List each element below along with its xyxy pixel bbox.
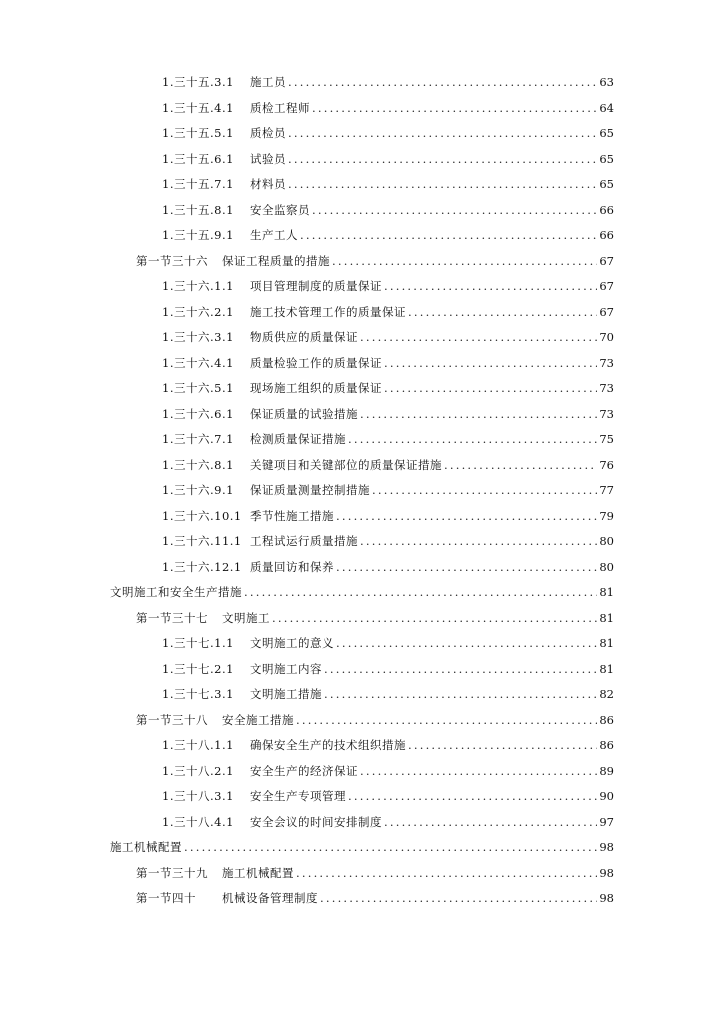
- toc-entry-page-number: 90: [599, 789, 614, 803]
- toc-dot-leader: [288, 70, 597, 96]
- toc-entry-page-number: 67: [599, 304, 614, 319]
- toc-entry-title: 项目管理制度的质量保证: [250, 279, 382, 293]
- toc-entry-title: 安全会议的时间安排制度: [250, 814, 382, 829]
- toc-entry[interactable]: [0, 733, 724, 759]
- toc-entry-title: 检测质量保证措施: [250, 432, 346, 446]
- toc-entry-title: 安全生产专项管理: [250, 789, 346, 803]
- toc-entry-page-number: 73: [599, 355, 614, 370]
- toc-dot-leader: [244, 580, 597, 606]
- toc-dot-leader: [324, 657, 597, 683]
- toc-entry[interactable]: [0, 121, 724, 147]
- toc-entry-title: 文明施工内容: [250, 661, 322, 676]
- toc-entry-title: 施工机械配置: [110, 840, 182, 854]
- toc-entry-number: 1.三十七.2.1: [162, 661, 234, 676]
- toc-dot-leader: [184, 835, 597, 861]
- toc-entry-number: 1.三十六.8.1: [162, 457, 234, 472]
- toc-dot-leader: [300, 223, 597, 249]
- toc-dot-leader: [384, 810, 597, 836]
- toc-dot-leader: [360, 759, 597, 785]
- toc-entry-page-number: 75: [599, 432, 614, 446]
- toc-entry-page-number: 81: [599, 585, 614, 599]
- toc-entry-page-number: 81: [599, 636, 614, 650]
- toc-dot-leader: [336, 504, 597, 530]
- toc-entry[interactable]: [0, 682, 724, 708]
- toc-dot-leader: [332, 249, 597, 275]
- toc-entry-page-number: 98: [599, 865, 614, 880]
- toc-entry-page-number: 86: [599, 712, 614, 727]
- toc-entry[interactable]: [0, 147, 724, 173]
- toc-entry-title: 保证质量的试验措施: [250, 406, 358, 421]
- toc-entry-page-number: 98: [599, 891, 614, 905]
- toc-entry-page-number: 65: [599, 177, 614, 191]
- toc-entry-title: 机械设备管理制度: [222, 891, 318, 905]
- toc-entry[interactable]: [0, 861, 724, 887]
- toc-dot-leader: [348, 784, 597, 810]
- toc-entry-title: 施工员: [250, 75, 286, 89]
- toc-entry[interactable]: [0, 96, 724, 122]
- toc-entry[interactable]: [0, 453, 724, 479]
- toc-entry-title: 保证质量测量控制措施: [250, 483, 370, 497]
- toc-entry[interactable]: [0, 172, 724, 198]
- toc-entry-page-number: 67: [599, 279, 614, 293]
- toc-entry-number: 1.三十八.1.1: [162, 738, 234, 752]
- toc-entry-page-number: 77: [599, 483, 614, 497]
- toc-entry-title: 物质供应的质量保证: [250, 330, 358, 344]
- toc-entry-number: 第一节三十六: [136, 253, 208, 268]
- toc-entry-title: 质量回访和保养: [250, 559, 334, 574]
- toc-entry-title: 季节性施工措施: [250, 508, 334, 523]
- toc-entry-title: 确保安全生产的技术组织措施: [250, 738, 406, 752]
- toc-entry-title: 安全监察员: [250, 202, 310, 217]
- toc-entry-page-number: 64: [599, 100, 614, 115]
- toc-dot-leader: [312, 96, 597, 122]
- toc-entry-page-number: 79: [599, 508, 614, 523]
- toc-dot-leader: [360, 325, 597, 351]
- toc-entry-page-number: 98: [599, 840, 614, 854]
- toc-entry-number: 1.三十七.3.1: [162, 687, 234, 701]
- toc-entry[interactable]: [0, 529, 724, 555]
- toc-entry[interactable]: [0, 580, 724, 606]
- toc-entry[interactable]: [0, 70, 724, 96]
- toc-entry-page-number: 65: [599, 151, 614, 166]
- toc-entry-page-number: 73: [599, 381, 614, 395]
- toc-entry-page-number: 97: [599, 814, 614, 829]
- toc-entry-number: 第一节三十八: [136, 712, 208, 727]
- toc-entry-number: 1.三十六.3.1: [162, 330, 234, 344]
- toc-entry[interactable]: [0, 478, 724, 504]
- toc-entry-page-number: 80: [599, 559, 614, 574]
- toc-entry[interactable]: [0, 402, 724, 428]
- toc-dot-leader: [360, 529, 597, 555]
- toc-entry-title: 安全生产的经济保证: [250, 763, 358, 778]
- toc-dot-leader: [288, 121, 597, 147]
- toc-entry-page-number: 80: [599, 534, 614, 548]
- toc-entry-page-number: 81: [599, 661, 614, 676]
- toc-entry-title: 关键项目和关键部位的质量保证措施: [250, 457, 442, 472]
- toc-entry-number: 1.三十五.4.1: [162, 100, 234, 115]
- toc-entry-title: 施工技术管理工作的质量保证: [250, 304, 406, 319]
- toc-entry-number: 第一节三十九: [136, 865, 208, 880]
- toc-entry[interactable]: [0, 300, 724, 326]
- toc-entry-number: 1.三十八.4.1: [162, 814, 234, 829]
- toc-entry[interactable]: [0, 657, 724, 683]
- toc-entry-page-number: 82: [599, 687, 614, 701]
- toc-entry-number: 1.三十六.5.1: [162, 381, 234, 395]
- toc-dot-leader: [444, 453, 597, 479]
- toc-entry-page-number: 86: [599, 738, 614, 752]
- toc-entry[interactable]: [0, 198, 724, 224]
- toc-entry-page-number: 81: [599, 610, 614, 625]
- table-of-contents: [0, 70, 724, 912]
- toc-entry-number: 1.三十五.9.1: [162, 228, 234, 242]
- toc-entry-number: 1.三十六.9.1: [162, 483, 234, 497]
- toc-entry-page-number: 63: [599, 75, 614, 89]
- toc-entry[interactable]: [0, 835, 724, 861]
- toc-entry-number: 1.三十六.1.1: [162, 279, 234, 293]
- toc-entry[interactable]: [0, 784, 724, 810]
- toc-entry-number: 1.三十六.7.1: [162, 432, 234, 446]
- toc-entry-title: 质量检验工作的质量保证: [250, 355, 382, 370]
- toc-entry-number: 1.三十五.7.1: [162, 177, 234, 191]
- toc-entry-number: 第一节四十: [136, 891, 196, 905]
- toc-entry-title: 质检工程师: [250, 100, 310, 115]
- toc-entry[interactable]: [0, 759, 724, 785]
- toc-dot-leader: [320, 886, 597, 912]
- toc-entry-title: 文明施工和安全生产措施: [110, 585, 242, 599]
- toc-entry-number: 第一节三十七: [136, 610, 208, 625]
- toc-entry-number: 1.三十六.12.1: [162, 559, 242, 574]
- toc-entry-page-number: 73: [599, 406, 614, 421]
- toc-entry-title: 保证工程质量的措施: [222, 253, 330, 268]
- toc-dot-leader: [408, 300, 597, 326]
- toc-entry[interactable]: [0, 708, 724, 734]
- toc-entry-title: 质检员: [250, 126, 286, 140]
- toc-entry-title: 材料员: [250, 177, 286, 191]
- toc-entry[interactable]: [0, 223, 724, 249]
- toc-dot-leader: [312, 198, 597, 224]
- toc-entry-page-number: 89: [599, 763, 614, 778]
- toc-entry[interactable]: [0, 325, 724, 351]
- toc-entry[interactable]: [0, 351, 724, 377]
- toc-entry[interactable]: [0, 504, 724, 530]
- toc-dot-leader: [384, 274, 597, 300]
- toc-entry-number: 1.三十五.5.1: [162, 126, 234, 140]
- toc-entry[interactable]: [0, 427, 724, 453]
- toc-entry-title: 生产工人: [250, 228, 298, 242]
- toc-entry-page-number: 66: [599, 228, 614, 242]
- toc-dot-leader: [288, 147, 597, 173]
- toc-entry-title: 试验员: [250, 151, 286, 166]
- toc-entry-number: 1.三十五.6.1: [162, 151, 234, 166]
- toc-dot-leader: [324, 682, 597, 708]
- toc-entry-number: 1.三十八.3.1: [162, 789, 234, 803]
- toc-entry-title: 工程试运行质量措施: [250, 534, 358, 548]
- toc-entry-number: 1.三十五.3.1: [162, 75, 234, 89]
- toc-entry-title: 现场施工组织的质量保证: [250, 381, 382, 395]
- toc-dot-leader: [408, 733, 597, 759]
- toc-entry-page-number: 66: [599, 202, 614, 217]
- toc-entry[interactable]: [0, 631, 724, 657]
- toc-entry-number: 1.三十八.2.1: [162, 763, 234, 778]
- toc-dot-leader: [372, 478, 597, 504]
- toc-entry[interactable]: [0, 810, 724, 836]
- toc-entry[interactable]: [0, 555, 724, 581]
- toc-entry-page-number: 76: [599, 457, 614, 472]
- toc-entry-number: 1.三十五.8.1: [162, 202, 234, 217]
- toc-dot-leader: [288, 172, 597, 198]
- toc-dot-leader: [296, 861, 597, 887]
- toc-entry[interactable]: [0, 886, 724, 912]
- toc-entry[interactable]: [0, 606, 724, 632]
- toc-entry[interactable]: [0, 376, 724, 402]
- toc-entry[interactable]: [0, 249, 724, 275]
- toc-entry-number: 1.三十六.10.1: [162, 508, 242, 523]
- toc-dot-leader: [384, 351, 597, 377]
- toc-entry-title: 施工机械配置: [222, 865, 294, 880]
- toc-entry[interactable]: [0, 274, 724, 300]
- toc-entry-number: 1.三十六.2.1: [162, 304, 234, 319]
- toc-dot-leader: [348, 427, 597, 453]
- toc-dot-leader: [336, 555, 597, 581]
- toc-entry-page-number: 70: [599, 330, 614, 344]
- toc-entry-number: 1.三十六.6.1: [162, 406, 234, 421]
- toc-entry-page-number: 65: [599, 126, 614, 140]
- toc-entry-title: 安全施工措施: [222, 712, 294, 727]
- toc-entry-number: 1.三十六.4.1: [162, 355, 234, 370]
- toc-entry-number: 1.三十六.11.1: [162, 534, 242, 548]
- toc-dot-leader: [296, 708, 597, 734]
- toc-entry-title: 文明施工: [222, 610, 270, 625]
- toc-dot-leader: [384, 376, 597, 402]
- toc-dot-leader: [336, 631, 597, 657]
- toc-entry-number: 1.三十七.1.1: [162, 636, 234, 650]
- toc-dot-leader: [360, 402, 597, 428]
- toc-entry-title: 文明施工的意义: [250, 636, 334, 650]
- toc-entry-page-number: 67: [599, 253, 614, 268]
- toc-dot-leader: [272, 606, 597, 632]
- toc-entry-title: 文明施工措施: [250, 687, 322, 701]
